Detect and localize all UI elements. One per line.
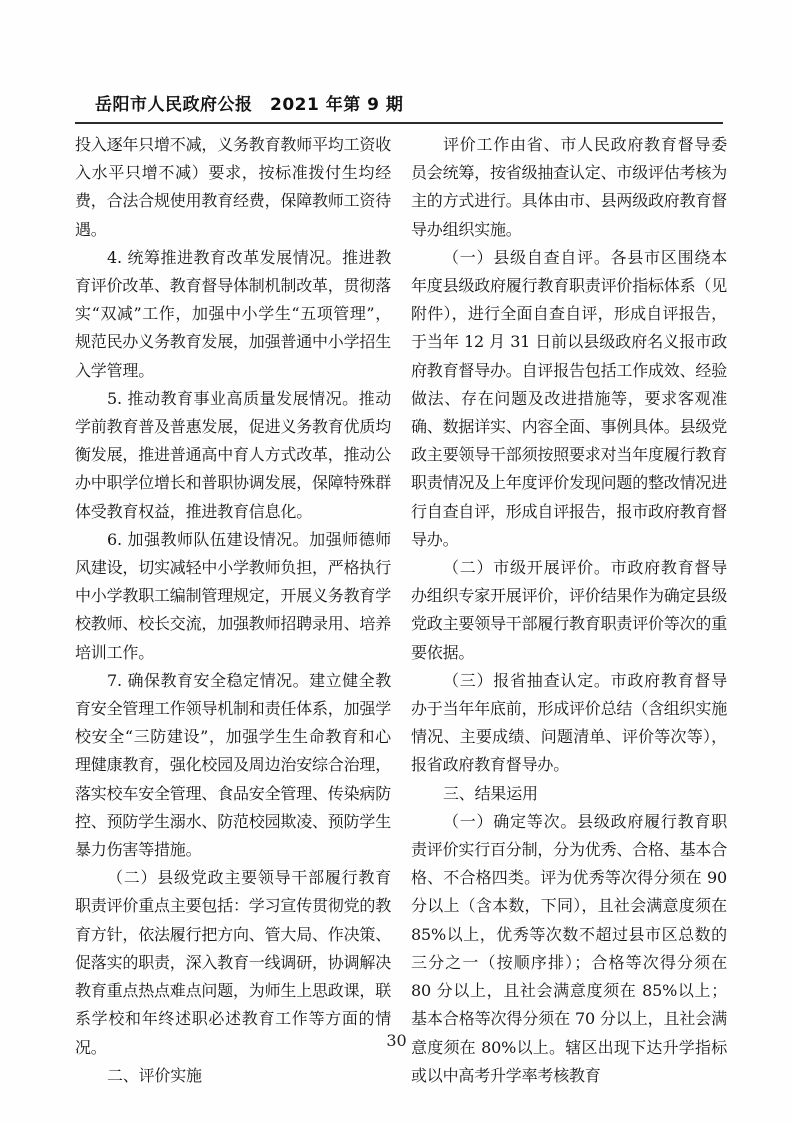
section-heading: 三、结果运用 [443, 783, 538, 803]
body-columns [75, 131, 727, 1090]
paragraph: （二）市级开展评价。市政府教育督导办组织专家开展评价，评价结果作为确定县级党政主要领导干部履行教育职责评价等次的重要依据。 [411, 558, 728, 662]
paragraph: 7. 确保教育安全稳定情况。建立健全教育安全管理工作领导机制和责任体系，加强学校安全“三防建设”，加强学生生命教育和心理健康教育，强化校园及周边治安综合治理，落实校车安全管理、食品安全管理、传染病防控、预防学生溺水、防范校园欺凌、预防学生暴力伤害等措施。 [75, 670, 392, 860]
right-column [411, 131, 727, 1090]
paragraph: 4. 统筹推进教育改革发展情况。推进教育评价改革、教育督导体制机制改革，贯彻落实“双减”工作，加强中小学生“五项管理”，规范民办义务教育发展，加强普通中小学招生入学管理。 [75, 247, 392, 380]
paragraph: 6. 加强教师队伍建设情况。加强师德师风建设，切实减轻中小学教师负担，严格执行中小学教职工编制管理规定，开展义务教育学校教师、校长交流，加强教师招聘录用、培养培训工作。 [75, 529, 392, 662]
paragraph: （二）县级党政主要领导干部履行教育职责评价重点主要包括：学习宣传贯彻党的教育方针，依法履行把方向、管大局、作决策、促落实的职责，深入教育一线调研，协调解决教育重点热点难点问题，为师生上思政课，联系学校和年终述职必述教育工作等方面的情况。 [75, 868, 392, 1057]
page-header [75, 90, 723, 124]
section-heading: 二、评价实施 [107, 1065, 202, 1085]
paragraph: 5. 推动教育事业高质量发展情况。推动学前教育普及普惠发展，促进义务教育优质均衡发展，推进普通高中育人方式改革，推动公办中职学位增长和普职协调发展，保障特殊群体受教育权益，推进教育信息化。 [75, 388, 392, 521]
paragraph: （一）确定等次。县级政府履行教育职责评价实行百分制，分为优秀、合格、基本合格、不合格四类。评为优秀等次得分须在 90 分以上（含本数，下同），且社会满意度须在 85%以上，优秀等次数不超过县市区总数的三分之一（按顺序排）；合格等次得分须在 80 分以上，且社会满意度须在 85%以上；基本合格等次得分须在 70 分以上，且社会满意度须在 80%以上。辖区出现下达升学指标或以中高考升学率考核教育 [411, 811, 728, 1085]
page-number: 30 [386, 1031, 407, 1050]
paragraph: （三）报省抽查认定。市政府教育督导办于当年年底前，形成评价总结（含组织实施情况、主要成绩、问题清单、评价等次等），报省政府教育督导办。 [411, 670, 728, 775]
gazette-title: 岳阳市人民政府公报 2021 年第 9 期 [95, 95, 404, 115]
paragraph: 评价工作由省、市人民政府教育督导委员会统筹，按省级抽查认定、市级评估考核为主的方式进行。具体由市、县两级政府教育督导办组织实施。 [411, 135, 728, 239]
left-column [75, 131, 391, 1090]
paragraph: （一）县级自查自评。各县市区围绕本年度县级政府履行教育职责评价指标体系（见附件），进行全面自查自评，形成自评报告，于当年 12 月 31 日前以县级政府名义报市政府教育督导办。自评报告包括工作成效、经验做法、存在问题及改进措施等，要求客观准确、数据详实、内容全面、事例具体。县级党政主要领导干部须按照要求对当年度履行教育职责情况及上年度评价发现问题的整改情况进行自查自评，形成自评报告，报市政府教育督导办。 [411, 247, 728, 549]
paragraph-continuation: 投入逐年只增不减，义务教育教师平均工资收入水平只增不减）要求，按标准拨付生均经费，合法合规使用教育经费，保障教师工资待遇。 [75, 135, 392, 239]
